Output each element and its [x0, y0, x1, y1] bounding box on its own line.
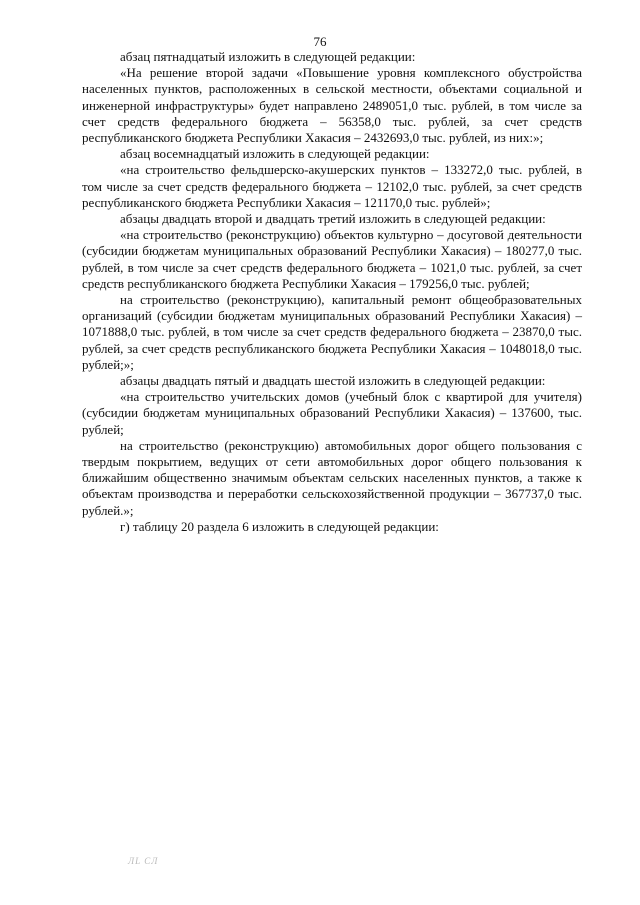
scan-mark: ЛL СЛ [128, 856, 159, 866]
document-body [82, 49, 582, 535]
paragraph-11: г) таблицу 20 раздела 6 изложить в следующей редакции: [120, 518, 439, 534]
paragraph-7: на строительство (реконструкцию), капитальный ремонт общеобразовательных организаций (субсидии бюджетам муниципальных образований Республики Хакасия) – 1071888,0 тыс. рублей, в том числе за счет средств федерального бюджета – 23870,0 тыс. рублей, за счет средств республиканского бюджета Республики Хакасия – 1048018,0 тыс. рублей;»; [82, 292, 582, 372]
paragraph-10: на строительство (реконструкцию) автомобильных дорог общего пользования с твердым покрытием, ведущих от сети автомобильных дорог общего пользования к ближайшим общественно значимым объектам сельских населенных пунктов, а также к объектам производства и переработки сельскохозяйственной продукции – 367737,0 тыс. рублей.»; [82, 437, 582, 518]
paragraph-2: «На решение второй задачи «Повышение уровня комплексного обустройства населенных пунктов, расположенных в сельской местности, объектами социальной и инженерной инфраструктуры» будет направлено 2489051,0 тыс. рублей, в том числе за счет средств федерального бюджета – 56358,0 тыс. рублей, за счет средств республиканского бюджета Республики Хакасия – 2432693,0 тыс. рублей, из них:»; [82, 65, 582, 146]
page-number: 76 [313, 34, 327, 49]
paragraph-4: «на строительство фельдшерско-акушерских пунктов – 133272,0 тыс. рублей, в том числе за счет средств федерального бюджета – 12102,0 тыс. рублей, за счет средств республиканского бюджета Республики Хакасия – 121170,0 тыс. рублей»; [82, 162, 582, 210]
paragraph-5: абзацы двадцать второй и двадцать третий изложить в следующей редакции: [120, 211, 546, 227]
paragraph-6: «на строительство (реконструкцию) объектов культурно – досуговой деятельности (субсидии бюджетам муниципальных образований Республики Хакасия) – 180277,0 тыс. рублей, в том числе за счет средств федерального бюджета – 1021,0 тыс. рублей, за счет средств республиканского бюджета Республики Хакасия – 179256,0 тыс. рублей; [82, 227, 582, 291]
paragraph-9: «на строительство учительских домов (учебный блок с квартирой для учителя) (субсидии бюджетам муниципальных образований Республики Хакасия) – 137600, тыс. рублей; [82, 389, 582, 437]
paragraph-1: абзац пятнадцатый изложить в следующей редакции: [120, 49, 416, 64]
paragraph-8: абзацы двадцать пятый и двадцать шестой изложить в следующей редакции: [120, 373, 546, 389]
paragraph-3: абзац восемнадцатый изложить в следующей редакции: [120, 146, 430, 162]
